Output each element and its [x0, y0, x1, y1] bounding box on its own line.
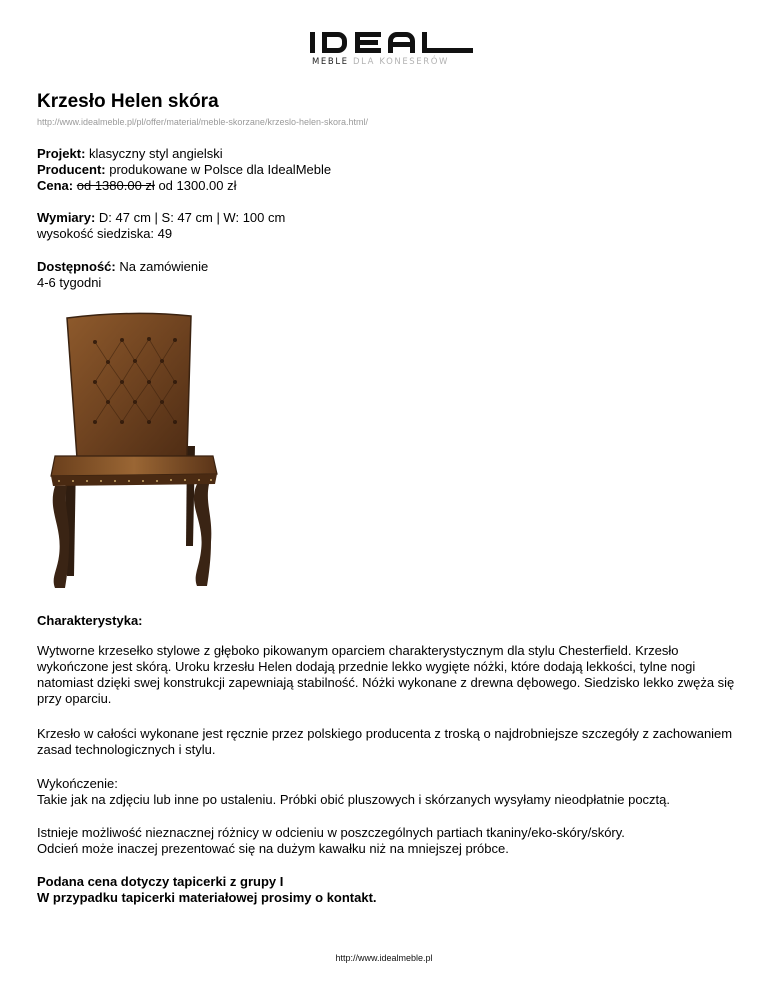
- producer-label: Producent:: [37, 162, 106, 177]
- dimensions-value: D: 47 cm | S: 47 cm | W: 100 cm: [98, 210, 286, 225]
- product-url[interactable]: http://www.idealmeble.pl/pl/offer/material/meble-skorzane/krzeslo-helen-skora.html/: [37, 117, 368, 127]
- logo-tagline-rest: DLA KONESERÓW: [352, 57, 450, 67]
- ideal-logo-mark: [308, 30, 478, 56]
- finish-text: Takie jak na zdjęciu lub inne po ustaleniu. Próbki obić pluszowych i skórzanych wysyłamy nieodpłatnie pocztą.: [37, 792, 671, 807]
- availability-row: [37, 259, 208, 275]
- dimensions-block: [37, 210, 285, 242]
- price-new: od 1300.00 zł: [158, 178, 237, 193]
- seat-height: wysokość siedziska: 49: [37, 226, 173, 241]
- finish-label: Wykończenie:: [37, 776, 118, 791]
- product-title: Krzesło Helen skóra: [37, 91, 219, 112]
- note-line-1: Istnieje możliwość nieznacznej różnicy w odcieniu w poszczególnych partiach tkaniny/eko-skóry/skóry.: [37, 825, 625, 840]
- price-note-line-1: Podana cena dotyczy tapicerki z grupy I: [37, 874, 284, 889]
- note-block: [37, 825, 737, 857]
- project-label: Projekt:: [37, 146, 86, 161]
- availability-label: Dostępność:: [37, 259, 116, 274]
- project-row: [37, 146, 331, 162]
- chair-illustration: [37, 306, 227, 596]
- brand-logo: [308, 30, 478, 70]
- producer-row: [37, 162, 331, 178]
- price-label: Cena:: [37, 178, 74, 193]
- price-note-line-2: W przypadku tapicerki materiałowej prosimy o kontakt.: [37, 890, 377, 905]
- dimensions-label: Wymiary:: [37, 210, 96, 225]
- price-row: [37, 178, 331, 194]
- description-heading: Charakterystyka:: [37, 613, 143, 628]
- producer-value: produkowane w Polsce dla IdealMeble: [109, 162, 332, 177]
- description-paragraph-1: Wytworne krzesełko stylowe z głęboko pikowanym oparciem charakterystycznym dla stylu Chesterfield. Krzesło wykończone jest skórą. Uroku krzesłu Helen dodają przednie lekko wygięte nóżki, które dodają lekkości, tylne nogi natomiast dzięki swej konstrukcji zapewniają stabilność. Nóżki wykonane z drewna dębowego. Siedzisko lekko zwęża się przy oparciu.: [37, 643, 735, 706]
- availability-block: [37, 259, 208, 291]
- project-value: klasyczny styl angielski: [89, 146, 223, 161]
- price-note-block: [37, 874, 737, 906]
- logo-tagline-main: MEBLE: [312, 57, 349, 67]
- price-old: od 1380.00 zł: [76, 178, 155, 193]
- logo-tagline: [312, 57, 449, 67]
- description-paragraph-2: Krzesło w całości wykonane jest ręcznie przez polskiego producenta z troską o najdrobniejsze szczegóły z zachowaniem zasad technologicznych i stylu.: [37, 726, 733, 757]
- product-details: [37, 146, 331, 194]
- dimensions-row: [37, 210, 285, 226]
- note-line-2: Odcień może inaczej prezentować się na dużym kawałku niż na mniejszej próbce.: [37, 841, 509, 856]
- availability-value: Na zamówienie: [119, 259, 209, 274]
- footer-url[interactable]: http://www.idealmeble.pl: [335, 953, 433, 963]
- product-image: [37, 306, 227, 596]
- lead-time: 4-6 tygodni: [37, 275, 102, 290]
- finish-block: [37, 776, 737, 808]
